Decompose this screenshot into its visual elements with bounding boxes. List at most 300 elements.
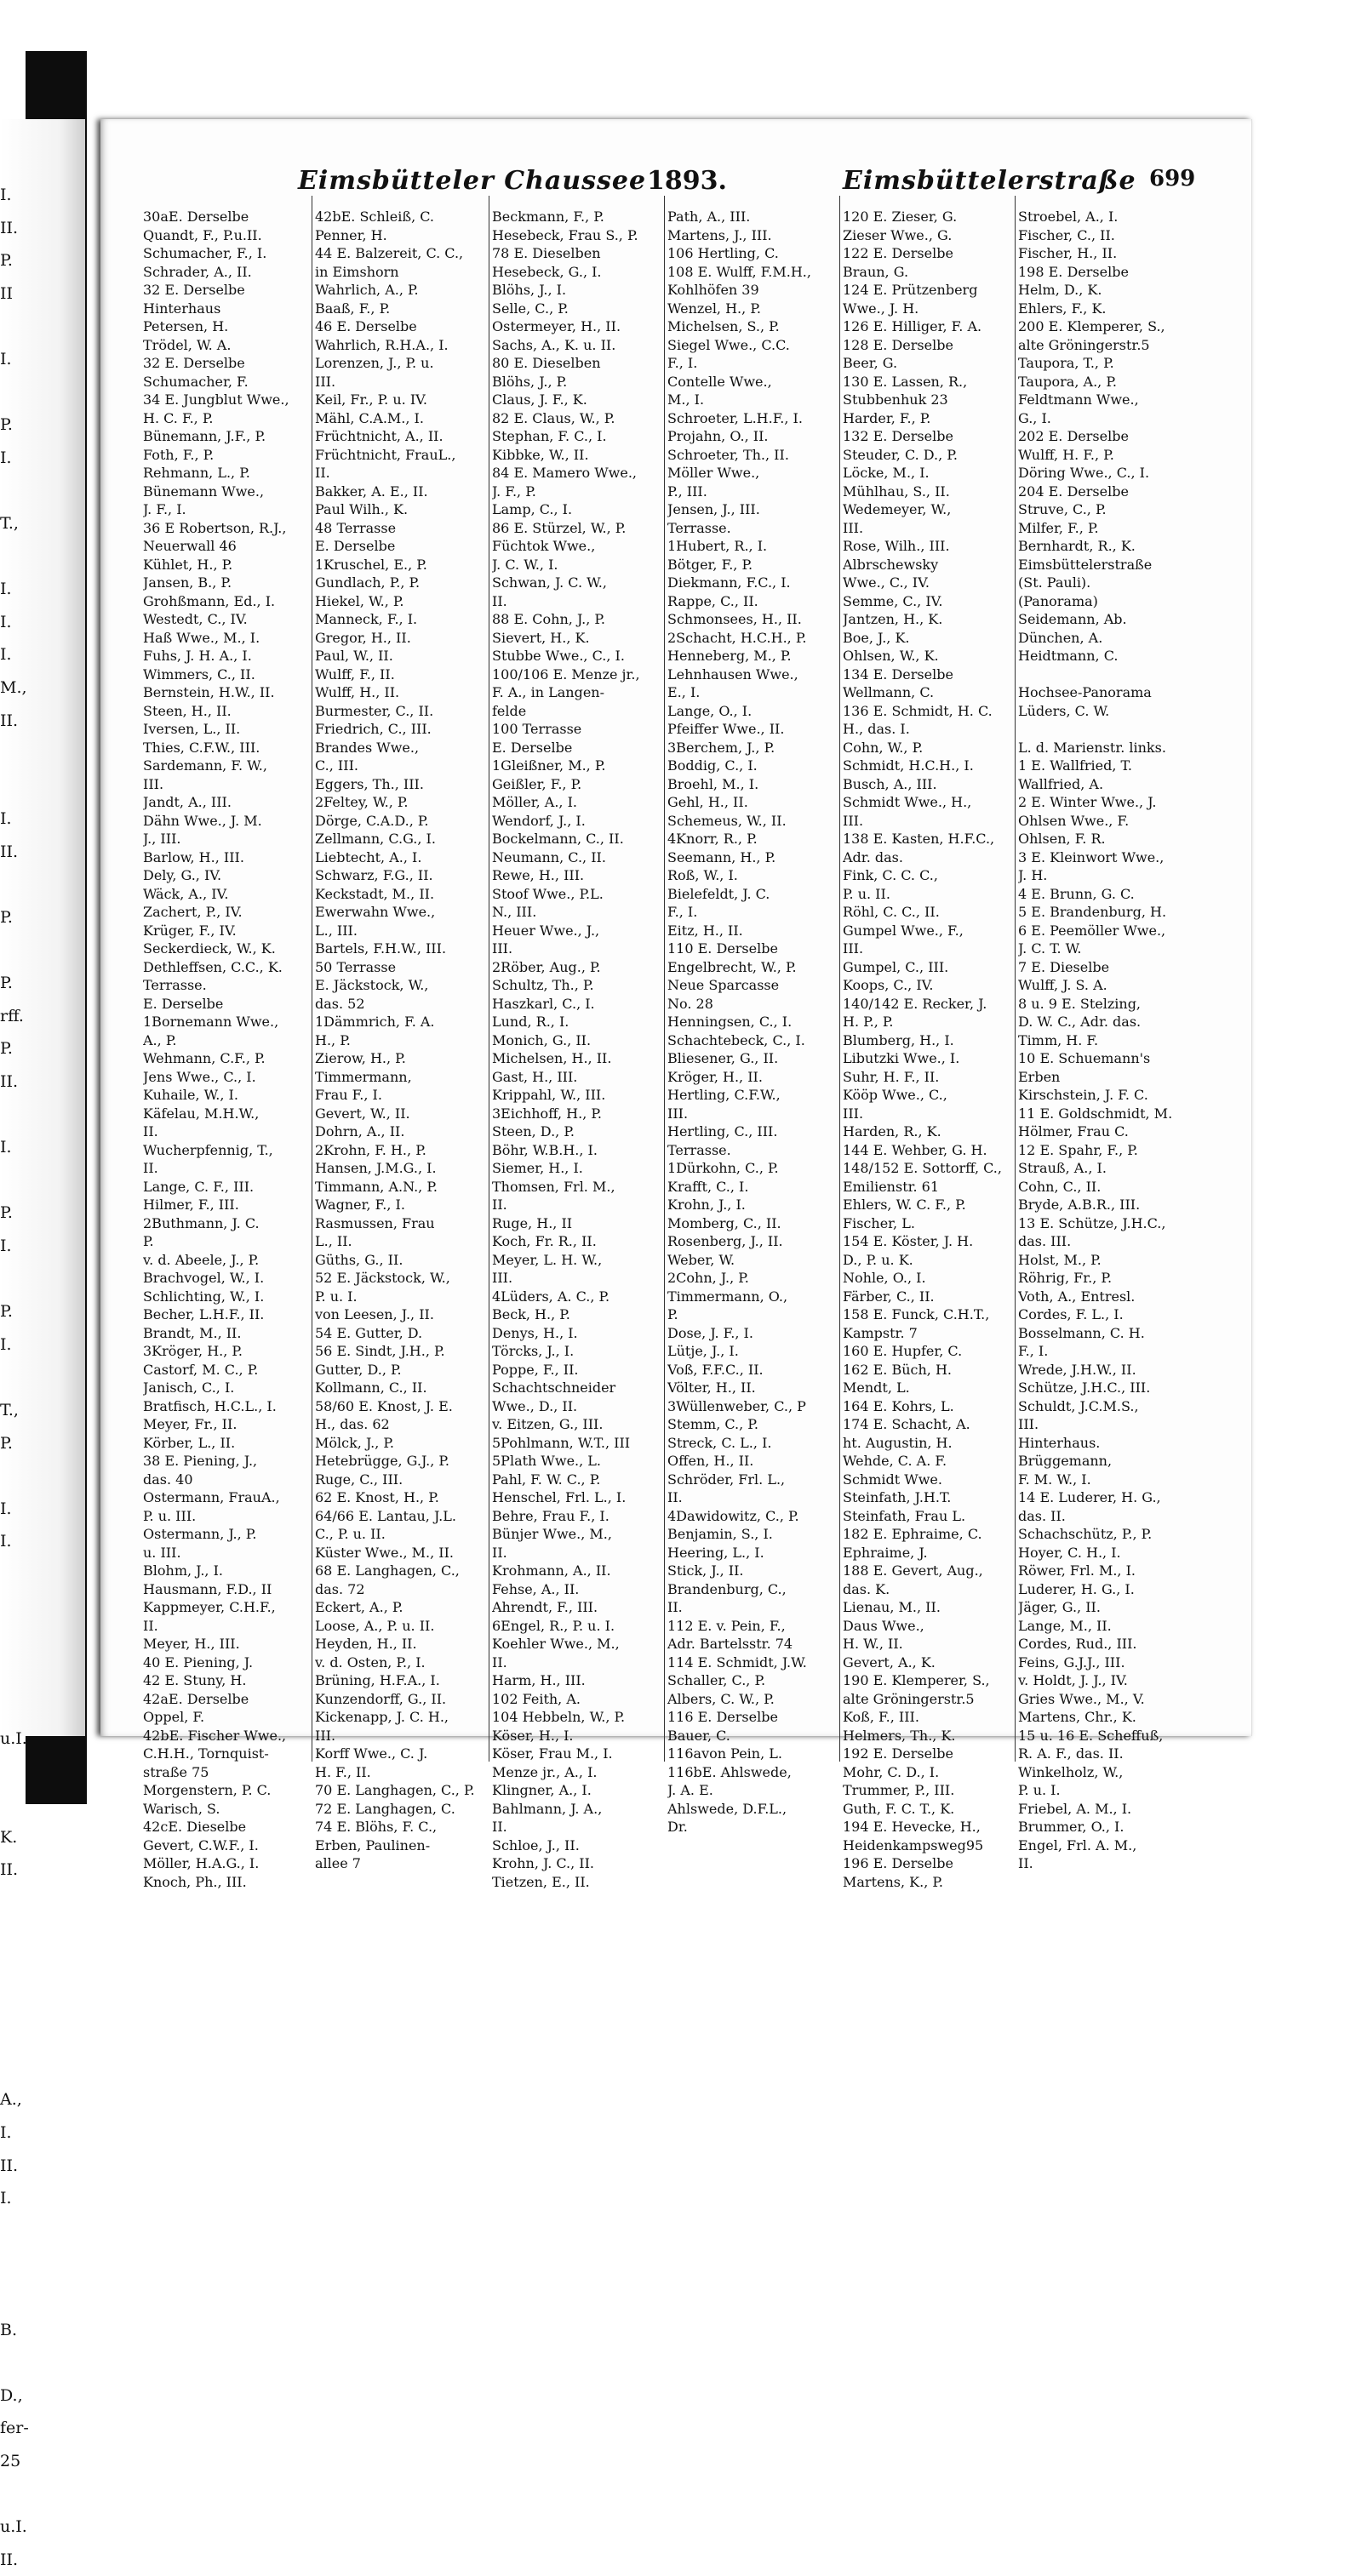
directory-entry: 204 E. Derselbe bbox=[1018, 483, 1129, 500]
directory-entry: H. P., P. bbox=[843, 1014, 894, 1030]
page-number: 699 bbox=[1149, 166, 1196, 191]
directory-entry: Denys, H., I. bbox=[492, 1324, 578, 1341]
directory-entry: J. H. bbox=[1018, 867, 1048, 883]
prev-margin-fragment bbox=[0, 376, 34, 409]
directory-entry: 164 E. Kohrs, L. bbox=[843, 1397, 954, 1414]
prev-margin-fragment: I. bbox=[0, 1499, 12, 1518]
directory-entry: Ehlers, W. C. F., P. bbox=[843, 1197, 966, 1213]
directory-entry: Mähl, C.A.M., I. bbox=[315, 409, 424, 426]
directory-entry: Schultz, Th., P. bbox=[492, 977, 594, 993]
directory-entry: 5Plath Wwe., L. bbox=[492, 1453, 601, 1469]
directory-entry: Hesebeck, G., I. bbox=[492, 263, 602, 280]
prev-margin-fragment bbox=[0, 1099, 34, 1132]
prev-margin-fragment: I. bbox=[0, 349, 12, 368]
directory-entry: Bünemann Wwe., bbox=[143, 483, 265, 500]
directory-entry: Krohn, J. C., II. bbox=[492, 1855, 595, 1871]
prev-margin-fragment: I. bbox=[0, 1138, 12, 1157]
directory-entry: Brandt, M., II. bbox=[143, 1324, 242, 1341]
directory-entry: das. III. bbox=[1018, 1233, 1072, 1249]
directory-entry: III. bbox=[315, 1727, 336, 1744]
directory-entry: Törcks, J., I. bbox=[492, 1343, 575, 1359]
directory-entry: III. bbox=[143, 775, 164, 792]
directory-entry: Helmers, Th., K. bbox=[843, 1727, 956, 1744]
directory-entry: Kunzendorff, G., II. bbox=[315, 1690, 447, 1707]
directory-entry: 2Cohn, J., P. bbox=[667, 1270, 749, 1286]
directory-entry: Jensen, J., III. bbox=[667, 501, 760, 517]
directory-entry: 4Knorr, R., P. bbox=[667, 831, 758, 847]
directory-entry: Körber, L., II. bbox=[143, 1434, 236, 1451]
directory-entry: Lange, C. F., III. bbox=[143, 1178, 255, 1195]
prev-margin-fragment: II. bbox=[0, 842, 19, 861]
directory-entry: Nohle, O., I. bbox=[843, 1270, 926, 1286]
directory-entry: das. K. bbox=[843, 1580, 890, 1597]
directory-entry: R. A. F., das. II. bbox=[1018, 1745, 1124, 1762]
directory-entry: Klingner, A., I. bbox=[492, 1782, 592, 1798]
directory-entry: II. bbox=[667, 1489, 683, 1505]
prev-margin-fragment bbox=[0, 310, 34, 343]
prev-margin-fragment bbox=[0, 1164, 34, 1197]
directory-entry: Heyden, H., II. bbox=[315, 1636, 417, 1652]
prev-margin-fragment bbox=[0, 2018, 34, 2051]
directory-entry: Paul Wilh., K. bbox=[315, 501, 409, 517]
directory-entry: Hölmer, Frau C. bbox=[1018, 1123, 1129, 1139]
directory-entry: Brachvogel, W., I. bbox=[143, 1270, 265, 1286]
directory-entry: Färber, C., II. bbox=[843, 1288, 935, 1305]
directory-entry: III. bbox=[843, 812, 864, 829]
directory-entry: 140/142 E. Recker, J. bbox=[843, 995, 987, 1012]
directory-entry: ht. Augustin, H. bbox=[843, 1434, 953, 1451]
directory-entry: 40 E. Piening, J. bbox=[143, 1654, 254, 1671]
directory-entry: 158 E. Funck, C.H.T., bbox=[843, 1306, 990, 1322]
directory-entry: 3Eichhoff, H., P. bbox=[492, 1105, 602, 1122]
directory-entry: Brüning, H.F.A., I. bbox=[315, 1672, 440, 1688]
prev-margin-fragment: II. bbox=[0, 2550, 19, 2569]
directory-entry: (St. Pauli). bbox=[1018, 574, 1091, 591]
directory-entry: 116 E. Derselbe bbox=[667, 1709, 778, 1725]
directory-entry: Henschel, Frl. L., I. bbox=[492, 1489, 627, 1505]
directory-entry: III. bbox=[843, 940, 864, 957]
directory-entry: 58/60 E. Knost, J. E. bbox=[315, 1397, 453, 1414]
directory-entry: 14 E. Luderer, H. G., bbox=[1018, 1489, 1161, 1505]
directory-entry: Ehlers, F., K. bbox=[1018, 300, 1107, 317]
directory-entry: 136 E. Schmidt, H. C. bbox=[843, 702, 993, 719]
directory-entry: Heidtmann, C. bbox=[1018, 648, 1119, 664]
prev-margin-fragment bbox=[0, 1459, 34, 1493]
directory-entry: Terrasse. bbox=[667, 1141, 731, 1158]
directory-entry: Burmester, C., II. bbox=[315, 702, 434, 719]
directory-entry: Gevert, C.W.F., I. bbox=[143, 1836, 259, 1853]
directory-entry: felde bbox=[492, 702, 527, 719]
directory-entry: Rappe, C., II. bbox=[667, 592, 758, 609]
directory-entry: Ohlsen, F. R. bbox=[1018, 831, 1106, 847]
header-year: 1893. bbox=[647, 166, 727, 196]
directory-entry: 128 E. Derselbe bbox=[843, 336, 953, 353]
directory-entry: 100/106 E. Menze jr., bbox=[492, 665, 640, 683]
directory-entry: Wahrlich, A., P. bbox=[315, 282, 419, 298]
directory-entry: II. bbox=[492, 1544, 507, 1561]
directory-entry: Köser, Frau M., I. bbox=[492, 1745, 613, 1762]
directory-entry: Gries Wwe., M., V. bbox=[1018, 1690, 1145, 1707]
directory-entry: II. bbox=[492, 1197, 507, 1213]
directory-entry: Schwarz, F.G., II. bbox=[315, 867, 433, 883]
directory-entry: Hertling, C.F.W., bbox=[667, 1087, 781, 1103]
directory-entry: Stephan, F. C., I. bbox=[492, 428, 607, 444]
directory-entry: Lüders, C. W. bbox=[1018, 702, 1110, 719]
directory-entry: Bünemann, J.F., P. bbox=[143, 428, 266, 444]
directory-entry: Oppel, F. bbox=[143, 1709, 205, 1725]
directory-entry: F. A., in Langen- bbox=[492, 684, 604, 700]
directory-entry: Guth, F. C. T., K. bbox=[843, 1800, 955, 1817]
directory-entry: 12 E. Spahr, F., P. bbox=[1018, 1141, 1138, 1158]
directory-entry: III. bbox=[315, 373, 336, 390]
directory-entry: Baaß, F., P. bbox=[315, 300, 391, 317]
directory-entry: Cordes, F. L., I. bbox=[1018, 1306, 1124, 1322]
directory-entry: P. u. I. bbox=[1018, 1782, 1061, 1798]
prev-margin-fragment: P. bbox=[0, 1302, 13, 1322]
directory-entry: 102 Feith, A. bbox=[492, 1690, 581, 1707]
header-left-street: Eimsbütteler Chaussee bbox=[298, 166, 647, 196]
directory-entry: F. M. W., I. bbox=[1018, 1471, 1091, 1488]
directory-entry: Wucherpfennig, T., bbox=[143, 1141, 273, 1158]
directory-entry: Hochsee-Panorama bbox=[1018, 684, 1152, 700]
directory-entry: Koops, C., IV. bbox=[843, 977, 934, 993]
prev-margin-fragment: D., bbox=[0, 2385, 23, 2405]
directory-entry: Krohn, J., I. bbox=[667, 1197, 746, 1213]
directory-entry: H., das. I. bbox=[843, 721, 910, 737]
directory-entry: Blohm, J., I. bbox=[143, 1562, 223, 1579]
directory-entry: Möller, A., I. bbox=[492, 794, 577, 810]
prev-margin-fragment: II. bbox=[0, 218, 19, 237]
directory-entry: Kappmeyer, C.H.F., bbox=[143, 1599, 276, 1615]
directory-entry: C.H.H., Tornquist- bbox=[143, 1745, 269, 1762]
directory-entry: Albers, C. W., P. bbox=[667, 1690, 775, 1707]
directory-entry: 1 E. Wallfried, T. bbox=[1018, 757, 1132, 774]
prev-margin-fragment bbox=[0, 1689, 34, 1722]
directory-entry: 2 E. Winter Wwe., J. bbox=[1018, 794, 1157, 810]
directory-entry: III. bbox=[492, 940, 513, 957]
directory-entry: Lange, O., I. bbox=[667, 702, 753, 719]
directory-entry: Struve, C., P. bbox=[1018, 501, 1107, 517]
directory-entry: 190 E. Klemperer, S., bbox=[843, 1672, 990, 1688]
directory-entry: 160 E. Hupfer, C. bbox=[843, 1343, 963, 1359]
directory-entry: Luderer, H. G., I. bbox=[1018, 1580, 1135, 1597]
directory-entry: 11 E. Goldschmidt, M. bbox=[1018, 1105, 1173, 1122]
directory-entry: Jens Wwe., C., I. bbox=[143, 1068, 256, 1085]
directory-entry: Sievert, H., K. bbox=[492, 629, 590, 646]
directory-entry: 104 Hebbeln, W., P. bbox=[492, 1709, 626, 1725]
directory-entry: Martens, Chr., K. bbox=[1018, 1709, 1136, 1725]
directory-entry: Möller, H.A.G., I. bbox=[143, 1855, 260, 1871]
prev-margin-fragment: fer- bbox=[0, 2419, 29, 2438]
directory-entry: Quandt, F., P.u.II. bbox=[143, 226, 262, 243]
directory-entry: Wulff, J. S. A. bbox=[1018, 977, 1107, 993]
directory-entry: 110 E. Derselbe bbox=[667, 940, 778, 957]
directory-entry: Helm, D., K. bbox=[1018, 282, 1102, 298]
directory-entry: 72 E. Langhagen, C. bbox=[315, 1800, 455, 1817]
directory-entry: Projahn, O., II. bbox=[667, 428, 769, 444]
directory-entry: Dose, J. F., I. bbox=[667, 1324, 753, 1341]
prev-margin-fragment bbox=[0, 1756, 34, 1789]
directory-entry: Timmermann, O., bbox=[667, 1288, 788, 1305]
directory-entry: 32 E. Derselbe bbox=[143, 355, 245, 371]
directory-entry: Kuhaile, W., I. bbox=[143, 1087, 238, 1103]
prev-margin-fragment: u.I. bbox=[0, 1728, 27, 1748]
directory-entry: Michelsen, H., II. bbox=[492, 1050, 612, 1066]
directory-entry: 106 Hertling, C. bbox=[667, 245, 779, 261]
prev-margin-fragment bbox=[0, 1361, 34, 1394]
directory-entry: II. bbox=[143, 1160, 158, 1176]
directory-entry: 144 E. Wehber, G. H. bbox=[843, 1141, 987, 1158]
directory-entry: Mendt, L. bbox=[843, 1379, 910, 1396]
directory-entry: Döring Wwe., C., I. bbox=[1018, 465, 1150, 481]
directory-entry: Streck, C. L., I. bbox=[667, 1434, 772, 1451]
directory-entry: Wulff, H., II. bbox=[315, 684, 400, 700]
directory-entry: Claus, J. F., K. bbox=[492, 391, 587, 408]
directory-entry: Güths, G., II. bbox=[315, 1251, 403, 1268]
directory-entry: Liebtecht, A., I. bbox=[315, 848, 422, 865]
directory-entry: Köser, H., I. bbox=[492, 1727, 574, 1744]
directory-entry: Petersen, H. bbox=[143, 318, 229, 334]
directory-entry: Cohn, C., II. bbox=[1018, 1178, 1102, 1195]
directory-entry: Koch, Fr. R., II. bbox=[492, 1233, 597, 1249]
directory-entry: Heering, L., I. bbox=[667, 1544, 764, 1561]
directory-entry: J. F., I. bbox=[143, 501, 186, 517]
directory-entry: 124 E. Prützenberg bbox=[843, 282, 978, 298]
directory-entry: Wäck, A., IV. bbox=[143, 885, 229, 902]
directory-entry: Lamp, C., I. bbox=[492, 501, 573, 517]
directory-entry: E. Jäckstock, W., bbox=[315, 977, 429, 993]
directory-entry: Neuerwall 46 bbox=[143, 538, 237, 554]
directory-entry: 3Wüllenweber, C., P bbox=[667, 1397, 806, 1414]
directory-entry: 112 E. v. Pein, F., bbox=[667, 1617, 786, 1634]
directory-entry: Ostermeyer, H., II. bbox=[492, 318, 621, 334]
directory-entry: H. F., II. bbox=[315, 1763, 371, 1780]
directory-entry: Menze jr., A., I. bbox=[492, 1763, 598, 1780]
directory-entry: 5Pohlmann, W.T., III bbox=[492, 1434, 631, 1451]
directory-entry: Hinterhaus bbox=[143, 300, 221, 317]
directory-entry: Bartels, F.H.W., III. bbox=[315, 940, 447, 957]
directory-entry: Gehl, H., II. bbox=[667, 794, 748, 810]
directory-entry: Röhrig, Fr., P. bbox=[1018, 1270, 1113, 1286]
directory-column-5 bbox=[843, 208, 1017, 1890]
directory-entry: F., I. bbox=[667, 355, 698, 371]
directory-entry: Harder, F., P. bbox=[843, 409, 931, 426]
directory-entry: Dähn Wwe., J. M. bbox=[143, 812, 262, 829]
prev-margin-fragment bbox=[0, 868, 34, 901]
directory-entry: Terrasse. bbox=[667, 519, 731, 536]
directory-entry: straße 75 bbox=[143, 1763, 209, 1780]
directory-entry: Kirschstein, J. F. C. bbox=[1018, 1087, 1148, 1103]
directory-entry: Steinfath, J.H.T. bbox=[843, 1489, 952, 1505]
prev-margin-fragment bbox=[0, 2281, 34, 2314]
directory-entry: Poppe, F., II. bbox=[492, 1361, 579, 1378]
directory-entry: Offen, H., II. bbox=[667, 1453, 754, 1469]
directory-entry: Hansen, J.M.G., I. bbox=[315, 1160, 437, 1176]
directory-entry: H., das. 62 bbox=[315, 1416, 390, 1432]
directory-entry: Becher, L.H.F., II. bbox=[143, 1306, 265, 1322]
directory-entry: P. bbox=[143, 1233, 154, 1249]
directory-entry: Broehl, M., I. bbox=[667, 775, 759, 792]
directory-entry: Thies, C.F.W., III. bbox=[143, 739, 260, 756]
directory-entry: II. bbox=[143, 1617, 158, 1634]
directory-entry: II. bbox=[492, 1819, 507, 1835]
directory-entry: Schuldt, J.C.M.S., bbox=[1018, 1397, 1139, 1414]
directory-entry: Jandt, A., III. bbox=[143, 794, 232, 810]
prev-margin-fragment: P. bbox=[0, 974, 13, 993]
directory-entry: 2Schacht, H.C.H., P. bbox=[667, 629, 807, 646]
directory-entry: Kohlhöfen 39 bbox=[667, 282, 759, 298]
directory-entry: Friebel, A. M., I. bbox=[1018, 1800, 1132, 1817]
directory-entry: Fink, C. C. C., bbox=[843, 867, 938, 883]
directory-entry: Brüggemann, bbox=[1018, 1453, 1113, 1469]
directory-entry: Neumann, C., II. bbox=[492, 848, 606, 865]
directory-entry: II. bbox=[1018, 1855, 1033, 1871]
directory-entry: Knoch, Ph., III. bbox=[143, 1873, 247, 1890]
directory-entry: Monich, G., II. bbox=[492, 1031, 592, 1048]
directory-entry: Heuer Wwe., J., bbox=[492, 922, 600, 939]
directory-entry: Brandenburg, C., bbox=[667, 1580, 787, 1597]
directory-entry: 4Dawidowitz, C., P. bbox=[667, 1507, 799, 1524]
directory-entry: 1Hubert, R., I. bbox=[667, 538, 768, 554]
directory-entry: Wahrlich, R.H.A., I. bbox=[315, 336, 449, 353]
directory-entry: Dünchen, A. bbox=[1018, 629, 1103, 646]
directory-entry: 42cE. Dieselbe bbox=[143, 1819, 247, 1835]
directory-entry: M., I. bbox=[667, 391, 705, 408]
prev-margin-fragment bbox=[0, 1919, 34, 1952]
directory-entry: E. Derselbe bbox=[492, 739, 573, 756]
directory-entry: Voth, A., Entresl. bbox=[1018, 1288, 1136, 1305]
directory-entry: Fuhs, J. H. A., I. bbox=[143, 648, 252, 664]
directory-entry: 196 E. Derselbe bbox=[843, 1855, 953, 1871]
prev-margin-fragment: I. bbox=[0, 1334, 12, 1354]
directory-entry: Stroebel, A., I. bbox=[1018, 208, 1119, 225]
directory-entry: H., P. bbox=[315, 1031, 351, 1048]
directory-entry: v. d. Abeele, J., P. bbox=[143, 1251, 260, 1268]
directory-entry: Bratfisch, H.C.L., I. bbox=[143, 1397, 277, 1414]
directory-entry: Schroeter, L.H.F., I. bbox=[667, 409, 803, 426]
directory-entry: Früchtnicht, A., II. bbox=[315, 428, 444, 444]
directory-entry: Trödel, W. A. bbox=[143, 336, 232, 353]
prev-margin-fragment: T., bbox=[0, 1400, 19, 1419]
directory-entry: 4 E. Brunn, G. C. bbox=[1018, 885, 1135, 902]
directory-entry: Gutter, D., P. bbox=[315, 1361, 402, 1378]
prev-margin-fragment bbox=[0, 737, 34, 770]
directory-entry: Blöhs, J., I. bbox=[492, 282, 567, 298]
directory-entry: Momberg, C., II. bbox=[667, 1214, 781, 1231]
directory-entry: Lehnhausen Wwe., bbox=[667, 665, 798, 683]
directory-entry: 122 E. Derselbe bbox=[843, 245, 953, 261]
directory-entry: Taupora, A., P. bbox=[1018, 373, 1117, 390]
directory-entry: Frau F., I. bbox=[315, 1087, 382, 1103]
directory-entry: Steen, D., P. bbox=[492, 1123, 575, 1139]
directory-entry: Hoyer, C. H., I. bbox=[1018, 1544, 1121, 1561]
prev-margin-fragment: I. bbox=[0, 1237, 12, 1255]
directory-entry: Eckert, A., P. bbox=[315, 1599, 403, 1615]
directory-column-3 bbox=[492, 208, 667, 1890]
directory-entry: Kampstr. 7 bbox=[843, 1324, 918, 1341]
directory-entry: P. u. II. bbox=[843, 885, 890, 902]
directory-entry: 36 E Robertson, R.J., bbox=[143, 519, 287, 536]
prev-margin-fragment: I. bbox=[0, 809, 12, 829]
prev-margin-fragment: I. bbox=[0, 612, 12, 631]
prev-margin-fragment bbox=[0, 1624, 34, 1657]
directory-entry: 2Buthmann, J. C. bbox=[143, 1214, 260, 1231]
directory-entry: das. 40 bbox=[143, 1471, 193, 1488]
directory-entry: v. Holdt, J. J., IV. bbox=[1018, 1672, 1128, 1688]
directory-entry: Beck, H., P. bbox=[492, 1306, 570, 1322]
directory-entry: Schmonsees, H., II. bbox=[667, 611, 802, 627]
directory-entry: 64/66 E. Lantau, J.L. bbox=[315, 1507, 456, 1524]
prev-margin-fragment: P. bbox=[0, 1039, 13, 1059]
directory-entry: Siemer, H., I. bbox=[492, 1160, 583, 1176]
prev-margin-fragment: II. bbox=[0, 711, 19, 730]
directory-entry: 132 E. Derselbe bbox=[843, 428, 953, 444]
directory-entry: Engelbrecht, W., P. bbox=[667, 958, 797, 975]
prev-margin-fragment bbox=[0, 1591, 34, 1625]
directory-entry: III. bbox=[1018, 1416, 1039, 1432]
directory-entry: Schachschütz, P., P. bbox=[1018, 1526, 1153, 1542]
directory-entry: Bosselmann, C. H. bbox=[1018, 1324, 1145, 1341]
directory-entry: Keil, Fr., P. u. IV. bbox=[315, 391, 427, 408]
directory-entry: 138 E. Kasten, H.F.C., bbox=[843, 831, 995, 847]
directory-entry: Ahlswede, D.F.L., bbox=[667, 1800, 787, 1817]
directory-entry: F., I. bbox=[1018, 1343, 1049, 1359]
prev-margin-fragment bbox=[0, 1657, 34, 1690]
directory-entry: in Eimshorn bbox=[315, 263, 399, 280]
directory-entry: Ruge, H., II bbox=[492, 1214, 573, 1231]
directory-entry: Gundlach, P., P. bbox=[315, 574, 421, 591]
directory-entry: Bahlmann, J. A., bbox=[492, 1800, 603, 1817]
directory-entry: Schachtschneider bbox=[492, 1379, 616, 1396]
directory-entry: Mölck, J., P. bbox=[315, 1434, 394, 1451]
directory-entry: 1Gleißner, M., P. bbox=[492, 757, 606, 774]
directory-entry: Zieser Wwe., G. bbox=[843, 226, 953, 243]
directory-entry: 198 E. Derselbe bbox=[1018, 263, 1129, 280]
directory-entry: 74 E. Blöhs, F. C., bbox=[315, 1819, 438, 1835]
prev-margin-fragment: B. bbox=[0, 2320, 18, 2339]
directory-entry: Penner, H. bbox=[315, 226, 387, 243]
directory-entry: 70 E. Langhagen, C., P. bbox=[315, 1782, 475, 1798]
directory-column-2 bbox=[315, 208, 489, 1871]
directory-entry: Erben, Paulinen- bbox=[315, 1836, 431, 1853]
directory-entry: Bernstein, H.W., II. bbox=[143, 684, 275, 700]
directory-entry: Böhr, W.B.H., I. bbox=[492, 1141, 598, 1158]
directory-entry: Cohn, W., P. bbox=[843, 739, 924, 756]
directory-entry: Morgenstern, P. C. bbox=[143, 1782, 272, 1798]
directory-entry: Hertling, C., III. bbox=[667, 1123, 778, 1139]
directory-entry: II. bbox=[143, 1123, 158, 1139]
directory-entry: F., I. bbox=[667, 904, 698, 920]
directory-entry: Dely, G., IV. bbox=[143, 867, 222, 883]
directory-entry: 6 E. Peemöller Wwe., bbox=[1018, 922, 1166, 939]
directory-entry: E., I. bbox=[667, 684, 701, 700]
directory-entry: 202 E. Derselbe bbox=[1018, 428, 1129, 444]
directory-entry: Rasmussen, Frau bbox=[315, 1214, 435, 1231]
directory-entry: Sardemann, F. W., bbox=[143, 757, 267, 774]
directory-entry: Selle, C., P. bbox=[492, 300, 569, 317]
directory-entry: 116bE. Ahlswede, bbox=[667, 1763, 792, 1780]
prev-margin-fragment: P. bbox=[0, 908, 13, 928]
directory-entry: Braun, G. bbox=[843, 263, 909, 280]
directory-entry: 32 E. Derselbe bbox=[143, 282, 245, 298]
directory-entry: Ohlsen, W., K. bbox=[843, 648, 939, 664]
directory-entry: J. C. T. W. bbox=[1018, 940, 1082, 957]
directory-entry: 1Kruschel, E., P. bbox=[315, 556, 427, 573]
directory-entry: u. III. bbox=[143, 1544, 181, 1561]
column-rule bbox=[664, 196, 665, 1762]
directory-entry: Heidenkampsweg95 bbox=[843, 1836, 984, 1853]
directory-entry: 100 Terrasse bbox=[492, 721, 582, 737]
